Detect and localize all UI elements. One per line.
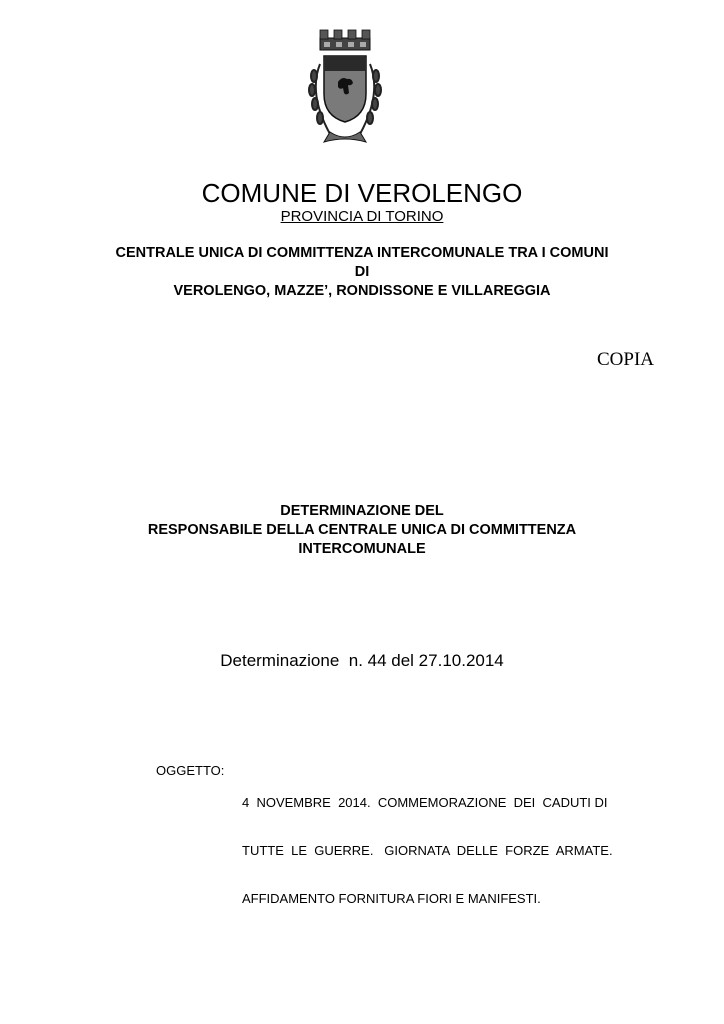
province-subtitle: PROVINCIA DI TORINO <box>280 208 444 225</box>
determination-heading-line: INTERCOMUNALE <box>298 541 426 557</box>
subject-line: 4 NOVEMBRE 2014. COMMEMORAZIONE DEI CADUTI DI <box>242 795 608 810</box>
cuc-heading <box>0 244 724 301</box>
crown-icon <box>320 30 370 50</box>
cuc-heading-line: DI <box>354 264 370 280</box>
determination-heading-line: DETERMINAZIONE DEL <box>280 503 444 519</box>
ribbon-icon <box>324 132 366 142</box>
copy-mark: COPIA <box>596 349 654 370</box>
subject-line: TUTTE LE GUERRE. GIORNATA DELLE FORZE ARMATE. <box>242 843 613 858</box>
cuc-heading-line: VEROLENGO, MAZZE’, RONDISSONE E VILLAREGGIA <box>173 283 551 299</box>
determination-heading-line: RESPONSABILE DELLA CENTRALE UNICA DI COMMITTENZA <box>147 522 577 538</box>
subject-text <box>242 763 656 939</box>
cuc-heading-line: CENTRALE UNICA DI COMMITTENZA INTERCOMUNALE TRA I COMUNI <box>115 245 609 261</box>
coat-of-arms-image <box>300 24 390 150</box>
subject-line: AFFIDAMENTO FORNITURA FIORI E MANIFESTI. <box>242 891 541 906</box>
municipality-title: COMUNE DI VEROLENGO <box>201 178 523 208</box>
determination-number: Determinazione n. 44 del 27.10.2014 <box>220 651 504 670</box>
subject-label: OGGETTO: <box>156 763 225 778</box>
determination-heading <box>0 502 724 559</box>
